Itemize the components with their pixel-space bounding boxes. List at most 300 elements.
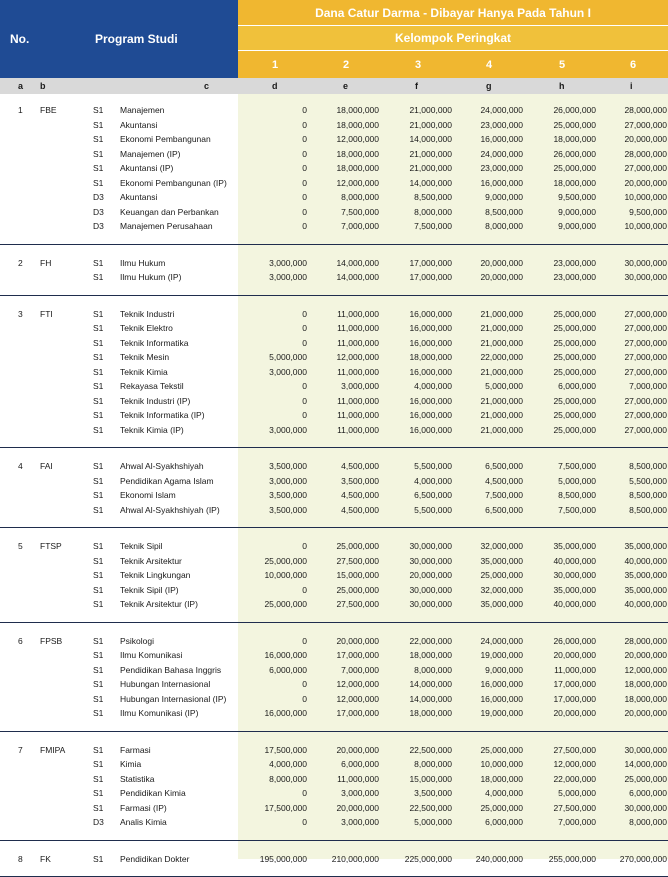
fee-rank-4: 8,500,000 xyxy=(485,206,523,217)
fee-rank-3: 16,000,000 xyxy=(409,366,452,377)
table-row xyxy=(0,459,668,473)
fee-rank-5: 25,000,000 xyxy=(553,323,596,333)
fee-rank-3: 8,000,000 xyxy=(414,759,452,769)
table-row xyxy=(0,394,668,408)
fee-rank-4: 18,000,000 xyxy=(480,773,523,784)
fee-rank-3: 15,000,000 xyxy=(409,773,452,784)
fee-rank-3: 7,500,000 xyxy=(414,221,452,231)
header-title-text: Dana Catur Darma - Dibayar Hanya Pada Tahun I xyxy=(315,5,591,20)
table-row xyxy=(0,219,668,233)
program-name: Teknik Kimia (IP) xyxy=(120,424,184,435)
degree-level: S1 xyxy=(93,395,104,406)
fee-rank-4: 4,000,000 xyxy=(485,788,523,798)
program-name: Teknik Industri xyxy=(120,308,175,319)
fee-rank-4: 9,000,000 xyxy=(485,192,523,202)
program-name: Keuangan dan Perbankan xyxy=(120,206,219,217)
fee-rank-6: 18,000,000 xyxy=(624,693,667,704)
program-name: Teknik Mesin xyxy=(120,352,170,362)
fee-rank-1: 0 xyxy=(302,635,307,646)
fee-rank-3: 22,000,000 xyxy=(409,635,452,646)
fee-rank-6: 35,000,000 xyxy=(624,541,667,551)
fee-rank-1: 4,000,000 xyxy=(269,759,307,769)
fee-rank-1: 0 xyxy=(302,584,307,595)
table-row xyxy=(0,161,668,175)
table-row xyxy=(0,176,668,190)
fee-rank-2: 11,000,000 xyxy=(337,395,379,406)
fee-rank-2: 7,000,000 xyxy=(341,664,379,675)
table-row xyxy=(0,706,668,720)
fee-rank-2: 7,000,000 xyxy=(341,221,379,231)
fee-rank-6: 18,000,000 xyxy=(624,679,667,689)
fee-rank-6: 27,000,000 xyxy=(624,352,667,362)
degree-level: S1 xyxy=(93,490,104,500)
fee-rank-5: 6,000,000 xyxy=(558,381,596,391)
fee-rank-1: 0 xyxy=(302,163,307,173)
fee-rank-2: 11,000,000 xyxy=(337,773,379,784)
fee-rank-4: 20,000,000 xyxy=(480,257,523,268)
fee-rank-3: 16,000,000 xyxy=(409,424,452,435)
fee-rank-5: 7,000,000 xyxy=(558,817,596,827)
header-title xyxy=(238,0,668,26)
fee-rank-5: 26,000,000 xyxy=(553,148,596,159)
degree-level: S1 xyxy=(93,424,104,435)
fee-rank-5: 12,000,000 xyxy=(553,759,596,769)
degree-level: S1 xyxy=(93,148,104,159)
fee-rank-3: 30,000,000 xyxy=(409,541,452,551)
header-program-label: Program Studi xyxy=(95,32,178,46)
fee-rank-2: 15,000,000 xyxy=(336,570,379,580)
degree-level: D3 xyxy=(93,221,104,231)
fee-rank-2: 3,000,000 xyxy=(341,788,379,798)
fee-rank-2: 20,000,000 xyxy=(336,744,379,755)
program-name: Ekonomi Islam xyxy=(120,490,176,500)
program-name: Ilmu Komunikasi (IP) xyxy=(120,708,199,718)
degree-level: S1 xyxy=(93,853,104,864)
table-row xyxy=(0,815,668,829)
fee-rank-1: 3,000,000 xyxy=(269,272,307,282)
fee-rank-3: 8,000,000 xyxy=(414,664,452,675)
fee-rank-6: 10,000,000 xyxy=(624,192,667,202)
degree-level: S1 xyxy=(93,308,104,319)
fee-rank-2: 12,000,000 xyxy=(336,693,379,704)
fee-rank-2: 27,500,000 xyxy=(336,555,379,566)
fee-rank-1: 0 xyxy=(302,541,307,551)
fee-rank-2: 11,000,000 xyxy=(337,424,379,435)
fee-rank-1: 0 xyxy=(302,105,307,115)
fee-rank-4: 25,000,000 xyxy=(480,570,523,580)
fee-rank-2: 17,000,000 xyxy=(336,650,379,660)
fee-rank-2: 12,000,000 xyxy=(336,352,379,362)
fee-rank-6: 40,000,000 xyxy=(624,599,667,609)
fee-rank-1: 0 xyxy=(302,206,307,217)
fee-rank-6: 20,000,000 xyxy=(624,177,667,188)
fee-rank-5: 7,500,000 xyxy=(558,461,596,471)
degree-level: S1 xyxy=(93,650,104,660)
fee-rank-6: 8,500,000 xyxy=(629,461,667,471)
degree-level: S1 xyxy=(93,381,104,391)
fee-rank-2: 8,000,000 xyxy=(341,192,379,202)
fee-rank-5: 25,000,000 xyxy=(553,337,596,348)
column-letter-e: e xyxy=(343,81,349,91)
fee-rank-4: 23,000,000 xyxy=(480,163,523,173)
fee-rank-1: 0 xyxy=(302,337,307,348)
fee-rank-4: 24,000,000 xyxy=(480,635,523,646)
fee-rank-6: 20,000,000 xyxy=(624,650,667,660)
program-name: Manajemen (IP) xyxy=(120,148,181,159)
header-rank-row xyxy=(238,51,668,78)
degree-level: S1 xyxy=(93,679,104,689)
fee-rank-5: 25,000,000 xyxy=(553,366,596,377)
fee-rank-2: 4,500,000 xyxy=(341,490,379,500)
fee-rank-1: 17,500,000 xyxy=(264,802,307,813)
fee-rank-1: 3,000,000 xyxy=(269,475,307,486)
fee-rank-5: 11,000,000 xyxy=(554,664,596,675)
fee-rank-5: 25,000,000 xyxy=(553,410,596,420)
fee-rank-2: 11,000,000 xyxy=(337,308,379,319)
fee-rank-4: 21,000,000 xyxy=(480,366,523,377)
fee-rank-4: 32,000,000 xyxy=(480,541,523,551)
fee-rank-2: 11,000,000 xyxy=(337,410,379,420)
fee-rank-2: 4,500,000 xyxy=(341,504,379,515)
fee-rank-5: 18,000,000 xyxy=(553,134,596,144)
fee-rank-3: 5,000,000 xyxy=(414,817,452,827)
program-name: Pendidikan Bahasa Inggris xyxy=(120,664,222,675)
fee-rank-1: 16,000,000 xyxy=(264,650,307,660)
program-name: Teknik Kimia xyxy=(120,366,168,377)
degree-level: D3 xyxy=(93,817,104,827)
table-row xyxy=(0,757,668,771)
degree-level: S1 xyxy=(93,105,104,115)
program-name: Teknik Arsitektur (IP) xyxy=(120,599,198,609)
fee-rank-3: 3,500,000 xyxy=(414,788,452,798)
fee-rank-2: 25,000,000 xyxy=(336,584,379,595)
program-name: Manajemen Perusahaan xyxy=(120,221,213,231)
fee-rank-6: 5,500,000 xyxy=(629,475,667,486)
fee-rank-3: 21,000,000 xyxy=(409,148,452,159)
fee-rank-3: 17,000,000 xyxy=(409,257,452,268)
header-program-cell xyxy=(92,0,238,78)
program-name: Farmasi xyxy=(120,744,151,755)
column-letter-a: a xyxy=(18,81,24,91)
fee-rank-6: 8,500,000 xyxy=(629,504,667,515)
fee-rank-4: 24,000,000 xyxy=(480,148,523,159)
fee-rank-3: 6,500,000 xyxy=(414,490,452,500)
fee-rank-4: 9,000,000 xyxy=(485,664,523,675)
fee-rank-6: 8,000,000 xyxy=(629,817,667,827)
fee-rank-3: 8,500,000 xyxy=(414,192,452,202)
table-row xyxy=(0,772,668,786)
degree-level: S1 xyxy=(93,541,104,551)
fee-rank-6: 25,000,000 xyxy=(624,773,667,784)
program-name: Ahwal Al-Syakhshiyah (IP) xyxy=(120,504,220,515)
fee-rank-6: 30,000,000 xyxy=(624,802,667,813)
fee-rank-5: 9,000,000 xyxy=(558,221,596,231)
fee-rank-4: 240,000,000 xyxy=(475,853,523,864)
fee-rank-5: 25,000,000 xyxy=(553,395,596,406)
table-row xyxy=(0,503,668,517)
fee-rank-4: 21,000,000 xyxy=(480,424,523,435)
program-name: Teknik Elektro xyxy=(120,323,173,333)
fee-rank-4: 16,000,000 xyxy=(480,134,523,144)
fee-rank-2: 3,000,000 xyxy=(341,817,379,827)
group-divider xyxy=(0,731,668,732)
fee-rank-1: 3,500,000 xyxy=(269,461,307,471)
header-no-label: No. xyxy=(10,32,30,46)
fee-rank-3: 16,000,000 xyxy=(409,337,452,348)
fee-rank-5: 35,000,000 xyxy=(553,541,596,551)
fee-rank-4: 20,000,000 xyxy=(480,272,523,282)
fee-rank-2: 20,000,000 xyxy=(336,802,379,813)
fee-rank-6: 27,000,000 xyxy=(624,163,667,173)
fee-rank-4: 22,000,000 xyxy=(480,352,523,362)
fee-rank-3: 4,000,000 xyxy=(414,381,452,391)
fee-rank-6: 28,000,000 xyxy=(624,635,667,646)
table-row xyxy=(0,786,668,800)
rank-header-6: 6 xyxy=(629,58,637,71)
program-name: Pendidikan Kimia xyxy=(120,788,186,798)
fee-rank-5: 9,000,000 xyxy=(558,206,596,217)
degree-level: S1 xyxy=(93,475,104,486)
fee-rank-2: 11,000,000 xyxy=(337,337,379,348)
degree-level: S1 xyxy=(93,555,104,566)
table-row xyxy=(0,307,668,321)
fee-rank-4: 5,000,000 xyxy=(485,381,523,391)
fee-rank-2: 12,000,000 xyxy=(336,177,379,188)
degree-level: S1 xyxy=(93,337,104,348)
fee-rank-6: 20,000,000 xyxy=(624,708,667,718)
fee-rank-1: 0 xyxy=(302,148,307,159)
header-subtitle-text: Kelompok Peringkat xyxy=(394,31,512,45)
fee-rank-5: 20,000,000 xyxy=(553,708,596,718)
column-letter-i: i xyxy=(630,81,633,91)
fee-rank-4: 10,000,000 xyxy=(480,759,523,769)
faculty-code: FBE xyxy=(40,105,57,115)
faculty-code: FMIPA xyxy=(40,744,66,755)
degree-level: S1 xyxy=(93,635,104,646)
program-name: Hubungan Internasional xyxy=(120,679,211,689)
table-row xyxy=(0,801,668,815)
degree-level: S1 xyxy=(93,272,104,282)
program-name: Statistika xyxy=(120,773,155,784)
program-name: Teknik Sipil xyxy=(120,541,163,551)
degree-level: S1 xyxy=(93,708,104,718)
program-name: Rekayasa Tekstil xyxy=(120,381,184,391)
fee-rank-6: 270,000,000 xyxy=(619,853,667,864)
degree-level: S1 xyxy=(93,759,104,769)
fee-rank-3: 8,000,000 xyxy=(414,206,452,217)
table-row xyxy=(0,554,668,568)
fee-rank-6: 27,000,000 xyxy=(624,308,667,319)
fee-rank-5: 25,000,000 xyxy=(553,352,596,362)
fee-rank-2: 4,500,000 xyxy=(341,461,379,471)
fee-rank-5: 23,000,000 xyxy=(553,257,596,268)
fee-rank-2: 210,000,000 xyxy=(331,853,379,864)
program-name: Akuntansi xyxy=(120,192,158,202)
fee-rank-3: 21,000,000 xyxy=(409,105,452,115)
degree-level: S1 xyxy=(93,773,104,784)
group-divider xyxy=(0,622,668,623)
fee-rank-6: 30,000,000 xyxy=(624,257,667,268)
fee-rank-6: 27,000,000 xyxy=(624,410,667,420)
fee-rank-6: 27,000,000 xyxy=(624,119,667,130)
program-name: Hubungan Internasional (IP) xyxy=(120,693,227,704)
fee-rank-3: 16,000,000 xyxy=(409,323,452,333)
group-divider xyxy=(0,244,668,245)
fee-rank-5: 8,500,000 xyxy=(558,490,596,500)
degree-level: S1 xyxy=(93,802,104,813)
fee-rank-3: 4,000,000 xyxy=(414,475,452,486)
column-letter-g: g xyxy=(486,81,492,91)
program-name: Analis Kimia xyxy=(120,817,167,827)
fee-rank-5: 40,000,000 xyxy=(553,555,596,566)
table-row xyxy=(0,677,668,691)
fee-rank-1: 0 xyxy=(302,679,307,689)
fee-rank-3: 30,000,000 xyxy=(409,555,452,566)
fee-rank-3: 21,000,000 xyxy=(409,119,452,130)
fee-rank-3: 5,500,000 xyxy=(414,504,452,515)
faculty-number: 4 xyxy=(18,461,23,471)
program-name: Psikologi xyxy=(120,635,155,646)
fee-rank-3: 16,000,000 xyxy=(409,308,452,319)
fee-rank-4: 16,000,000 xyxy=(480,679,523,689)
degree-level: S1 xyxy=(93,570,104,580)
program-name: Kimia xyxy=(120,759,142,769)
program-name: Ekonomi Pembangunan (IP) xyxy=(120,177,227,188)
degree-level: S1 xyxy=(93,599,104,609)
program-name: Farmasi (IP) xyxy=(120,802,167,813)
fee-rank-6: 35,000,000 xyxy=(624,570,667,580)
fee-rank-2: 14,000,000 xyxy=(336,272,379,282)
table-row xyxy=(0,336,668,350)
fee-rank-1: 17,500,000 xyxy=(264,744,307,755)
group-divider xyxy=(0,295,668,296)
fee-rank-2: 12,000,000 xyxy=(336,679,379,689)
table-row xyxy=(0,423,668,437)
fee-rank-5: 30,000,000 xyxy=(553,570,596,580)
fee-rank-3: 17,000,000 xyxy=(409,272,452,282)
program-name: Pendidikan Dokter xyxy=(120,853,190,864)
table-row xyxy=(0,474,668,488)
faculty-number: 1 xyxy=(18,105,23,115)
fee-rank-4: 21,000,000 xyxy=(480,323,523,333)
header-subtitle xyxy=(238,26,668,51)
fee-rank-3: 18,000,000 xyxy=(409,352,452,362)
faculty-code: FPSB xyxy=(40,635,63,646)
fee-rank-5: 17,000,000 xyxy=(553,693,596,704)
faculty-code: FAI xyxy=(40,461,53,471)
fee-rank-6: 27,000,000 xyxy=(624,366,667,377)
program-name: Teknik Sipil (IP) xyxy=(120,584,179,595)
table-row xyxy=(0,648,668,662)
fee-rank-5: 25,000,000 xyxy=(553,119,596,130)
fee-rank-2: 25,000,000 xyxy=(336,541,379,551)
faculty-code: FTSP xyxy=(40,541,62,551)
fee-rank-3: 14,000,000 xyxy=(409,177,452,188)
header-no-cell xyxy=(0,0,92,78)
fee-rank-6: 30,000,000 xyxy=(624,272,667,282)
fee-rank-3: 22,500,000 xyxy=(409,802,452,813)
fee-rank-4: 35,000,000 xyxy=(480,555,523,566)
fee-rank-1: 0 xyxy=(302,192,307,202)
faculty-number: 8 xyxy=(18,853,23,864)
fee-rank-1: 3,500,000 xyxy=(269,504,307,515)
program-name: Teknik Industri (IP) xyxy=(120,395,191,406)
fee-rank-3: 21,000,000 xyxy=(409,163,452,173)
degree-level: S1 xyxy=(93,257,104,268)
table-row xyxy=(0,132,668,146)
faculty-number: 6 xyxy=(18,635,23,646)
fee-rank-2: 18,000,000 xyxy=(336,148,379,159)
fee-rank-6: 28,000,000 xyxy=(624,105,667,115)
fee-rank-5: 25,000,000 xyxy=(553,308,596,319)
table-row xyxy=(0,597,668,611)
fee-rank-6: 27,000,000 xyxy=(624,395,667,406)
fee-rank-1: 0 xyxy=(302,119,307,130)
fee-rank-2: 20,000,000 xyxy=(336,635,379,646)
program-name: Teknik Lingkungan xyxy=(120,570,191,580)
rank-header-2: 2 xyxy=(342,58,350,71)
fee-rank-1: 0 xyxy=(302,134,307,144)
fee-rank-6: 27,000,000 xyxy=(624,424,667,435)
fee-rank-4: 21,000,000 xyxy=(480,410,523,420)
table-row xyxy=(0,539,668,553)
fee-rank-4: 8,000,000 xyxy=(485,221,523,231)
fee-rank-5: 17,000,000 xyxy=(553,679,596,689)
fee-rank-5: 26,000,000 xyxy=(553,105,596,115)
program-name: Akuntansi xyxy=(120,119,158,130)
fee-rank-1: 3,000,000 xyxy=(269,366,307,377)
fee-rank-1: 25,000,000 xyxy=(264,555,307,566)
program-name: Ilmu Komunikasi xyxy=(120,650,183,660)
column-letter-h: h xyxy=(559,81,565,91)
fee-rank-2: 6,000,000 xyxy=(341,759,379,769)
fee-rank-2: 3,000,000 xyxy=(341,381,379,391)
fee-rank-1: 0 xyxy=(302,381,307,391)
table-row xyxy=(0,634,668,648)
table-row xyxy=(0,365,668,379)
fee-rank-4: 21,000,000 xyxy=(480,308,523,319)
program-name: Akuntansi (IP) xyxy=(120,163,174,173)
fee-rank-6: 6,000,000 xyxy=(629,788,667,798)
fee-rank-1: 0 xyxy=(302,221,307,231)
degree-level: S1 xyxy=(93,366,104,377)
fee-rank-5: 26,000,000 xyxy=(553,635,596,646)
rank-header-4: 4 xyxy=(485,58,493,71)
table-row xyxy=(0,205,668,219)
fee-rank-5: 5,000,000 xyxy=(558,475,596,486)
fee-rank-6: 14,000,000 xyxy=(624,759,667,769)
degree-level: S1 xyxy=(93,119,104,130)
table-row xyxy=(0,350,668,364)
fee-rank-5: 22,000,000 xyxy=(553,773,596,784)
fee-rank-6: 10,000,000 xyxy=(624,221,667,231)
fee-rank-4: 6,000,000 xyxy=(485,817,523,827)
faculty-code: FK xyxy=(40,853,51,864)
fee-rank-5: 27,500,000 xyxy=(553,802,596,813)
degree-level: S1 xyxy=(93,461,104,471)
fee-rank-2: 7,500,000 xyxy=(341,206,379,217)
fee-rank-1: 25,000,000 xyxy=(264,599,307,609)
fee-rank-6: 40,000,000 xyxy=(624,555,667,566)
fee-rank-3: 14,000,000 xyxy=(409,679,452,689)
fee-rank-4: 19,000,000 xyxy=(480,708,523,718)
fee-rank-4: 21,000,000 xyxy=(480,337,523,348)
degree-level: S1 xyxy=(93,323,104,333)
degree-level: S1 xyxy=(93,693,104,704)
table-row xyxy=(0,743,668,757)
fee-rank-1: 3,000,000 xyxy=(269,424,307,435)
fee-rank-6: 12,000,000 xyxy=(624,664,667,675)
